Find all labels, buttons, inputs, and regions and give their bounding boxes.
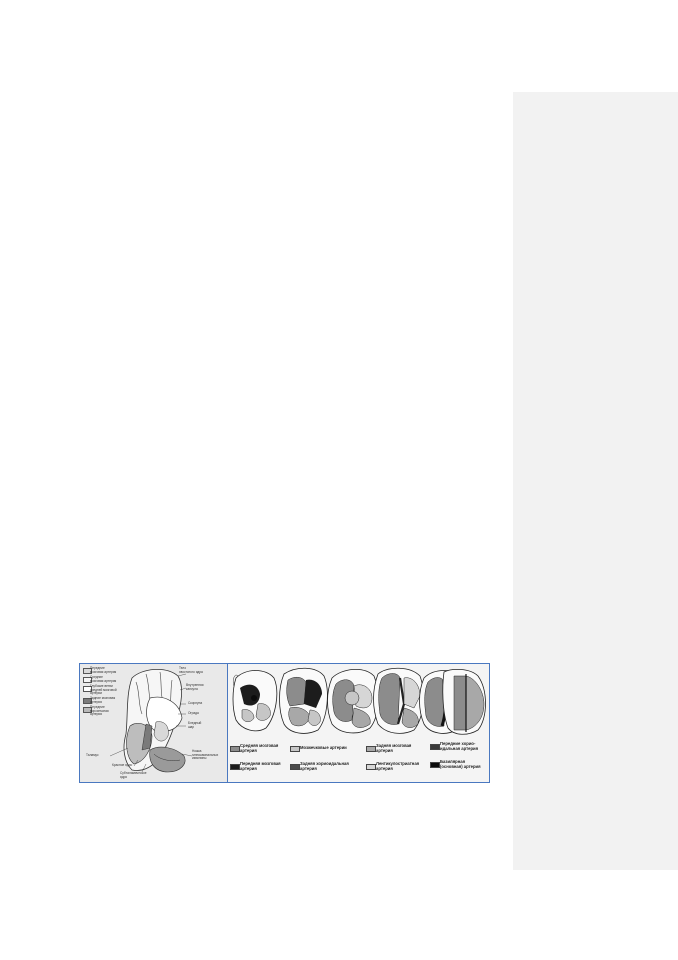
legend-label: Средние мозговая артерия — [90, 675, 117, 683]
legend-label: Передние хорио- идальная артерия — [440, 741, 479, 751]
legend-label: Мозжечковые артерии — [300, 745, 347, 750]
coronal-section-panel — [80, 664, 228, 782]
legend-label: Передняя мозговая артерия — [240, 761, 281, 771]
legend-swatch — [290, 764, 300, 770]
axial-slice-6 — [443, 669, 486, 734]
label-claustrum: Ограда — [188, 711, 199, 715]
axial-slice-1 — [233, 671, 277, 731]
label-pallidum: Бледный шар — [188, 721, 202, 729]
legend-swatch — [366, 764, 376, 770]
legend-swatch — [230, 764, 240, 770]
legend-swatch — [230, 746, 240, 752]
label-red-nucleus: Красное ядро — [112, 763, 133, 767]
legend-label: Лентикулостриатная артерия — [376, 761, 420, 771]
legend-label: Передние мозговая артерия — [90, 666, 117, 674]
comment-pane — [513, 92, 678, 870]
legend-label: Задняя хориоидальная артерия — [300, 761, 349, 771]
legend-label: Средняя мозговая артерия — [240, 743, 279, 753]
axial-slice-4 — [374, 668, 424, 733]
legend-label: Передние ворсинчатая артерия — [90, 705, 109, 717]
axial-slices-drawing — [228, 664, 489, 739]
brain-arteries-figure — [79, 663, 490, 783]
label-thalamus: Таламус — [86, 753, 99, 757]
axial-sections-panel — [228, 664, 489, 782]
axial-slice-3 — [328, 669, 379, 733]
label-putamen: Скорлупа — [188, 701, 203, 705]
label-internal-capsule: Внутренняя капсула — [186, 683, 204, 691]
legend-swatch — [366, 746, 376, 752]
legend-swatch — [430, 762, 440, 768]
label-caudate-body: Тело хвостатого ядра — [179, 666, 203, 674]
label-hippocampal: Ножка гиппокампальных извилины — [192, 749, 219, 761]
legend-label: Задняя мозговая артерия — [376, 743, 412, 753]
label-subthalamic: Субталамическое ядро — [120, 771, 147, 779]
legend-label: Задние мозговая артерия — [90, 696, 116, 704]
axial-slice-2 — [280, 668, 328, 733]
legend-swatch — [290, 746, 300, 752]
legend-label: Базилярная (основная) артерия — [440, 759, 481, 769]
legend-label: Глубокие ветви средней мозговой артерии — [90, 684, 117, 696]
legend-swatch — [430, 744, 440, 750]
